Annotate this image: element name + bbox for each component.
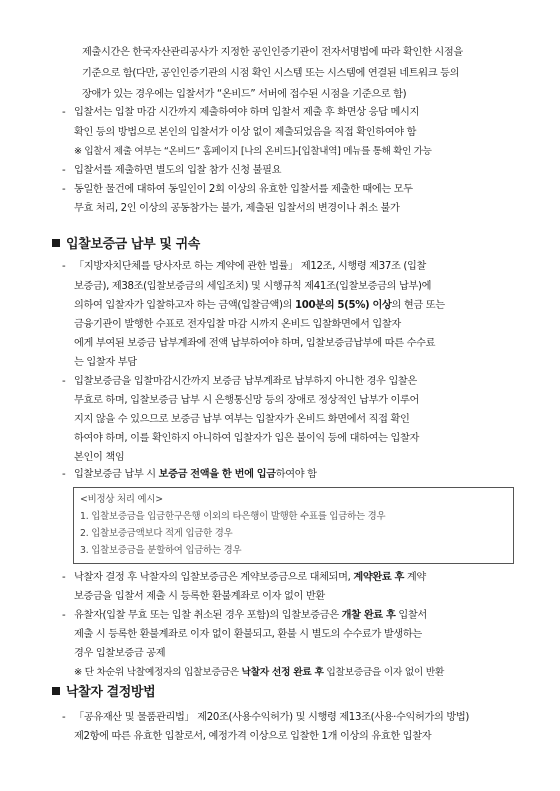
bullet-dash: - — [62, 184, 66, 195]
bullet-text: 보증금을 입찰서 제출 시 등록한 환불계좌로 이자 없이 반환 — [74, 591, 325, 602]
bullet-text: 경우 입찰보증금 공제 — [74, 648, 166, 659]
square-bullet-icon — [52, 687, 60, 695]
section-title: 입찰보증금 납부 및 귀속 — [66, 237, 200, 252]
bullet-text: 입찰서를 제출하면 별도의 입찰 참가 신청 불필요 — [74, 165, 282, 176]
bullet-text: 낙찰자 결정 후 낙찰자의 입찰보증금은 계약보증금으로 대체되며, 계약완료 후 계약 — [74, 572, 426, 583]
bullet-text: 의하여 입찰자가 입찰하고자 하는 금액(입찰금액)의 100분의 5(5%) 이상의 현금 또는 — [74, 300, 445, 311]
bullet-text: 유찰자(입찰 무효 또는 입찰 취소된 경우 포함)의 입찰보증금은 개찰 완료 후 입찰서 — [74, 610, 427, 621]
bullet-text: 「지방자치단체를 당사자로 하는 계약에 관한 법률」 제12조, 시행령 제37조 (입찰 — [74, 261, 426, 272]
section-title: 낙찰자 결정방법 — [66, 685, 156, 700]
bullet-text: 동일한 물건에 대하여 동일인이 2회 이상의 유효한 입찰서를 제출한 때에는 모두 — [74, 184, 413, 195]
bullet-text: 하여야 하며, 이를 확인하지 아니하여 입찰자가 입은 불이익 등에 대하여는 입찰자 — [74, 433, 419, 444]
bullet-text: 「공유재산 및 물품관리법」 제20조(사용수익허가) 및 시행령 제13조(사용·수익허가의 방법) — [74, 712, 470, 723]
box-item: 2. 입찰보증금액보다 적게 입금한 경우 — [80, 528, 233, 539]
abnormal-example-box — [73, 487, 514, 564]
bullet-dash: - — [62, 712, 66, 723]
bullet-dash: - — [62, 376, 66, 387]
intro-line-1: 제출시간은 한국자산관리공사가 지정한 공인인증기관이 전자서명법에 따라 확인한 시점을 — [82, 47, 463, 58]
bullet-text: 입찰보증금 납부 시 보증금 전액을 한 번에 입금하여야 함 — [74, 469, 317, 480]
bullet-text: 입찰서는 입찰 마감 시간까지 제출하여야 하며 입찰서 제출 후 화면상 응답 메시지 — [74, 107, 419, 118]
bullet-text: 금융기관이 발행한 수표로 전자입찰 마감 시까지 온비드 입찰화면에서 입찰자 — [74, 319, 401, 330]
box-item: 1. 입찰보증금을 입금한구은행 이외의 타은행이 발행한 수표를 입금하는 경우 — [80, 511, 386, 522]
bullet-dash: - — [62, 107, 66, 118]
bullet-text: 에게 부여된 보증금 납부계좌에 전액 납부하여야 하며, 입찰보증금납부에 따른 수수료 — [74, 338, 436, 349]
bullet-dash: - — [62, 261, 66, 272]
bullet-note: ※ 입찰서 제출 여부는 “온비드” 홈페이지 [나의 온비드]-[입찰내역] 메뉴를 통해 확인 가능 — [74, 146, 432, 157]
bullet-note: ※ 단 차순위 낙찰예정자의 입찰보증금은 낙찰자 선정 완료 후 입찰보증금을 이자 없이 반환 — [74, 667, 445, 678]
bullet-text: 는 입찰자 부담 — [74, 357, 137, 368]
bullet-text: 무효 처리, 2인 이상의 공동참가는 불가, 제출된 입찰서의 변경이나 취소 불가 — [74, 203, 400, 214]
intro-line-2: 기준으로 함(다만, 공인인증기관의 시점 확인 시스템 또는 시스템에 연결된 네트워크 등의 — [82, 68, 460, 79]
bullet-dash: - — [62, 572, 66, 583]
bullet-text: 보증금), 제38조(입찰보증금의 세입조치) 및 시행규칙 제41조(입찰보증금의 납부)에 — [74, 281, 432, 292]
square-bullet-icon — [52, 239, 60, 247]
bullet-dash: - — [62, 165, 66, 176]
bullet-text: 확인 등의 방법으로 본인의 입찰서가 이상 없이 제출되었음을 직접 확인하여야 함 — [74, 127, 417, 138]
box-item: 3. 입찰보증금을 분할하여 입금하는 경우 — [80, 545, 242, 556]
section-heading-deposit — [52, 237, 200, 253]
bullet-dash: - — [62, 469, 66, 480]
bullet-text: 입찰보증금을 입찰마감시간까지 보증금 납부계좌로 납부하지 아니한 경우 입찰은 — [74, 376, 417, 387]
bullet-text: 제출 시 등록한 환불계좌로 이자 없이 환불되고, 환불 시 별도의 수수료가 발생하는 — [74, 629, 422, 640]
bullet-text: 본인이 책임 — [74, 452, 125, 463]
bullet-text: 무효로 하며, 입찰보증금 납부 시 은행통신망 등의 장애로 정상적인 납부가 이루어 — [74, 395, 419, 406]
bullet-dash: - — [62, 610, 66, 621]
section-heading-award — [52, 685, 155, 701]
box-title: <비정상 처리 예시> — [80, 494, 163, 505]
bullet-text: 제2항에 따른 유효한 입찰로서, 예정가격 이상으로 입찰한 1개 이상의 유효한 입찰자 — [74, 731, 432, 742]
bullet-text: 지지 않을 수 있으므로 보증금 납부 여부는 입찰자가 온비드 화면에서 직접 확인 — [74, 414, 410, 425]
intro-line-3: 장애가 있는 경우에는 입찰서가 “온비드” 서버에 접수된 시점을 기준으로 함) — [82, 89, 407, 100]
